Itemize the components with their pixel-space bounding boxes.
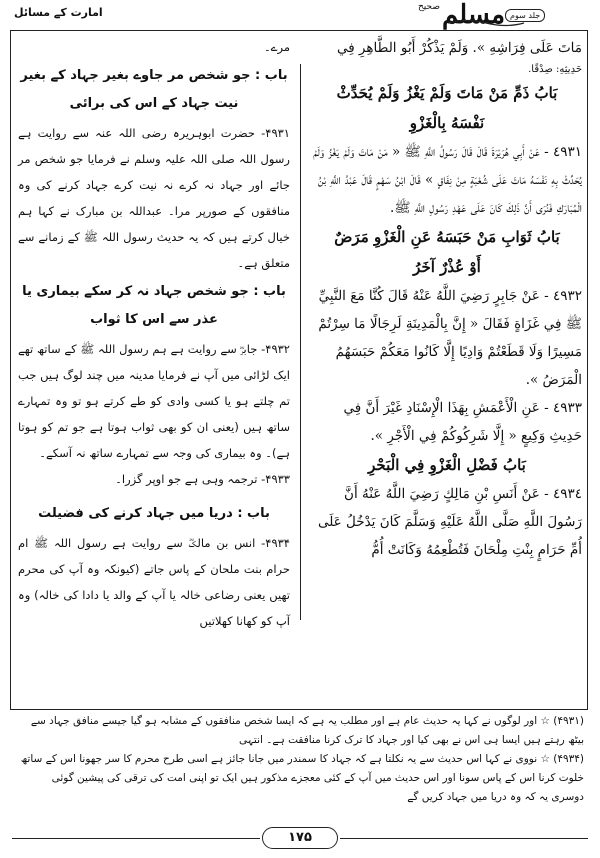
- logo-text: مسلم: [441, 0, 506, 30]
- urdu-chapter-heading-1: باب : جو شخص مر جاوے بغیر جہاد کے بغیر نیت جہاد کے اس کی برائی: [20, 68, 288, 111]
- arabic-note: حَدِيثِهِ: صِدْقًا.: [528, 64, 582, 75]
- arabic-hadith-4934: ٤٩٣٤ - عَنْ أَنَسِ بْنِ مَالِكٍ رَضِيَ اللَّهُ عَنْهُ أَنَّ رَسُولَ اللَّهِ صَلَّى اللَّهُ عَلَيْهِ وَسَلَّمَ كَانَ يَدْخُلُ عَلَى أُمِّ حَرَامٍ بِنْتِ مِلْحَانَ فَتُطْعِمُهُ وَكَانَتْ أُمُّ: [317, 486, 582, 558]
- urdu-hadith-4934: ۴۹۳۴- انس بن مالکؓ سے روایت ہے رسول اللہ ﷺ ام حرام بنت ملحان کے پاس جاتے (کیونکہ وہ آپ کی محرم تھیں یعنی رضاعی خالہ یا آپ کے والد یا دادا کی خالہ) وہ آپ کو کھانا کھلاتیں: [18, 536, 290, 628]
- urdu-hadith-4932: ۴۹۳۲- جابرؓ سے روایت ہے ہم رسول اللہ ﷺ کے ساتھ تھے ایک لڑائی میں آپ نے فرمایا مدینہ میں چند لوگ ہیں جب تم چلتے ہو یا کسی وادی کو طے کرتے ہو تو وہ تمہارے ساتھ ہیں (یعنی ان کو بھی ثواب ہوتا ہے جو تم کو ہوتا ہے)۔ وہ بیماری کی وجہ سے تمہارے ساتھ نہ آسکے۔: [18, 342, 290, 460]
- arabic-hadith-4931: ٤٩٣١ - عَنْ أَبِي هُرَيْرَةَ قَالَ قَالَ رَسُولُ اللَّهِ ﷺ « مَنْ مَاتَ وَلَمْ يَغْزُ وَلَمْ يُحَدِّثْ بِهِ نَفْسَهُ مَاتَ عَلَى شُعْبَةٍ مِنْ نِفَاقٍ » قَالَ ابْنُ سَهْمٍ قَالَ عَبْدُ اللَّهِ بْنُ الْمُبَارَكِ فَنُرَى أَنَّ ذَلِكَ كَانَ عَلَى عَهْدِ رَسُولِ اللَّهِ ﷺ.: [313, 144, 582, 216]
- arabic-chapter-heading-2b: أَوْ عُذْرٌ آخَرُ: [413, 258, 481, 276]
- arabic-hadith-4933: ٤٩٣٣ - عَنِ الْأَعْمَشِ بِهَذَا الْإِسْنَادِ غَيْرَ أَنَّ فِي حَدِيثِ وَكِيعٍ « إِلَّا شَرِكُوكُمْ فِي الْأَجْرِ ».: [343, 400, 582, 444]
- urdu-chapter-heading-3: باب : دریا میں جہاد کرنے کی فضیلت: [38, 506, 270, 521]
- urdu-text-continuation: مرے۔: [264, 40, 290, 54]
- page-rule-right: [340, 838, 588, 839]
- logo-prefix: صحیح: [418, 2, 440, 12]
- urdu-chapter-heading-2: باب : جو شخص جہاد نہ کر سکے بیماری یا عذر سے اس کا ثواب: [22, 284, 286, 327]
- urdu-column: [12, 34, 296, 704]
- arabic-chapter-heading-2a: بَابُ ثَوَابِ مَنْ حَبَسَهُ عَنِ الْغَزْوِ مَرَضٌ: [334, 228, 560, 246]
- arabic-chapter-heading-1b: نَفْسَهُ بِالْغَزْوِ: [409, 114, 485, 132]
- footnote-4931: (۴۹۳۱) ☆ اور لوگوں نے کہا یہ حدیث عام ہے اور مطلب یہ ہے کہ ایسا شخص منافقوں کے مشابہ ہو گیا جیسے منافق جہاد سے بیٹھ رہتے ہیں ایسا ہی اس نے بھی کیا اور جہاد کا ترک کرنا منافقت ہے۔ انتہی: [30, 715, 584, 746]
- page-header: [10, 0, 588, 30]
- page-rule-left: [12, 838, 260, 839]
- column-divider: [300, 64, 301, 620]
- chapter-title: امارت کے مسائل: [14, 6, 103, 19]
- arabic-text-continuation: مَاتَ عَلَى فِرَاشِهِ ». وَلَمْ يَذْكُرْ أَبُو الطَّاهِرِ فِي: [336, 40, 582, 56]
- urdu-hadith-4931: ۴۹۳۱- حضرت ابوہریرہ رضی اللہ عنہ سے روایت ہے رسول اللہ صلی اللہ علیہ وسلم نے فرمایا جو شخص مر جائے اور جہاد نہ کرے نہ نیت کرے جہاد کرنے کی وہ منافقوں کے صورپر مرا۔ عبداللہ بن مبارک نے کہا ہم خیال کرتے ہیں کہ یہ حدیث رسول اللہ ﷺ کے زمانے سے متعلق ہے۔: [18, 126, 290, 270]
- arabic-hadith-4932: ٤٩٣٢ - عَنْ جَابِرٍ رَضِيَ اللَّهُ عَنْهُ قَالَ كُنَّا مَعَ النَّبِيِّ ﷺ فِي غَزَاةٍ فَقَالَ « إِنَّ بِالْمَدِينَةِ لَرِجَالًا مَا سِرْتُمْ مَسِيرًا وَلَا قَطَعْتُمْ وَادِيًا إِلَّا كَانُوا مَعَكُمْ حَبَسَهُمُ الْمَرَضُ ».: [318, 288, 582, 388]
- arabic-chapter-heading-1a: بَابُ ذَمِّ مَنْ مَاتَ وَلَمْ يَغْزُ وَلَمْ يُحَدِّثْ: [336, 84, 558, 102]
- logo-swash-ornament: [446, 18, 526, 28]
- arabic-column: [306, 34, 588, 704]
- arabic-chapter-heading-3: بَابُ فَضْلِ الْغَزْوِ فِي الْبَحْرِ: [368, 456, 526, 474]
- volume-tag: جلد سوم: [505, 9, 545, 22]
- footnotes: [12, 712, 588, 807]
- urdu-hadith-4933: ۴۹۳۳- ترجمہ وہی ہے جو اوپر گزرا۔: [115, 472, 290, 486]
- page-number: ۱۷۵: [262, 827, 338, 849]
- footnote-4934: (۴۹۳۴) ☆ نووی نے کہا اس حدیث سے یہ نکلتا ہے کہ جہاد کا سمندر میں جانا جائز ہے اسی طرح محرم کا سر جھونا اس کے ساتھ خلوت کرنا اس کے پاس سونا اور اس حدیث میں آپ کے کئی معجزے مذکور ہیں ایک تو اپنی امت کی ترقی کی پیشین گوئی دوسری یہ کہ وہ دریا میں جہاد کریں گے: [20, 753, 584, 803]
